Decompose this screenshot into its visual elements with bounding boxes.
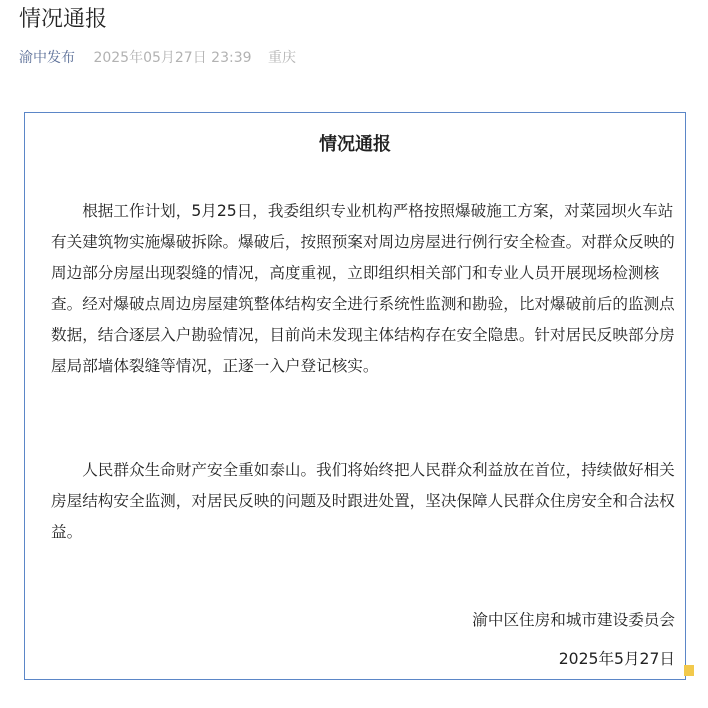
corner-mark	[684, 665, 694, 676]
publish-location: 重庆	[267, 50, 296, 66]
notice-image	[24, 112, 686, 680]
signature-date: 2025年5月27日	[558, 650, 675, 668]
account-name-link[interactable]: 渝中发布	[19, 50, 75, 66]
signature-organization: 渝中区住房和城市建设委员会	[472, 611, 675, 629]
notice-heading: 情况通报	[319, 134, 391, 155]
notice-paragraph-2: 人民群众生命财产安全重如泰山。我们将始终把人民群众利益放在首位，持续做好相关房屋结构安全监测，对居民反映的问题及时跟进处置，坚决保障人民群众住房安全和合法权益。	[51, 461, 675, 541]
page-title: 情况通报	[19, 7, 108, 32]
article-meta	[19, 47, 296, 69]
notice-paragraph-1: 根据工作计划，5月25日，我委组织专业机构严格按照爆破施工方案，对菜园坝火车站有关建筑物实施爆破拆除。爆破后，按照预案对周边房屋进行例行安全检查。对群众反映的周边部分房屋出现裂缝的情况，高度重视，立即组织相关部门和专业人员开展现场检测核查。经对爆破点周边房屋建筑整体结构安全进行系统性监测和勘验，比对爆破前后的监测点数据，结合逐层入户勘验情况，目前尚未发现主体结构存在安全隐患。针对居民反映部分房屋局部墙体裂缝等情况，正逐一入户登记核实。	[51, 202, 675, 375]
publish-date: 2025年05月27日 23:39	[93, 50, 252, 66]
